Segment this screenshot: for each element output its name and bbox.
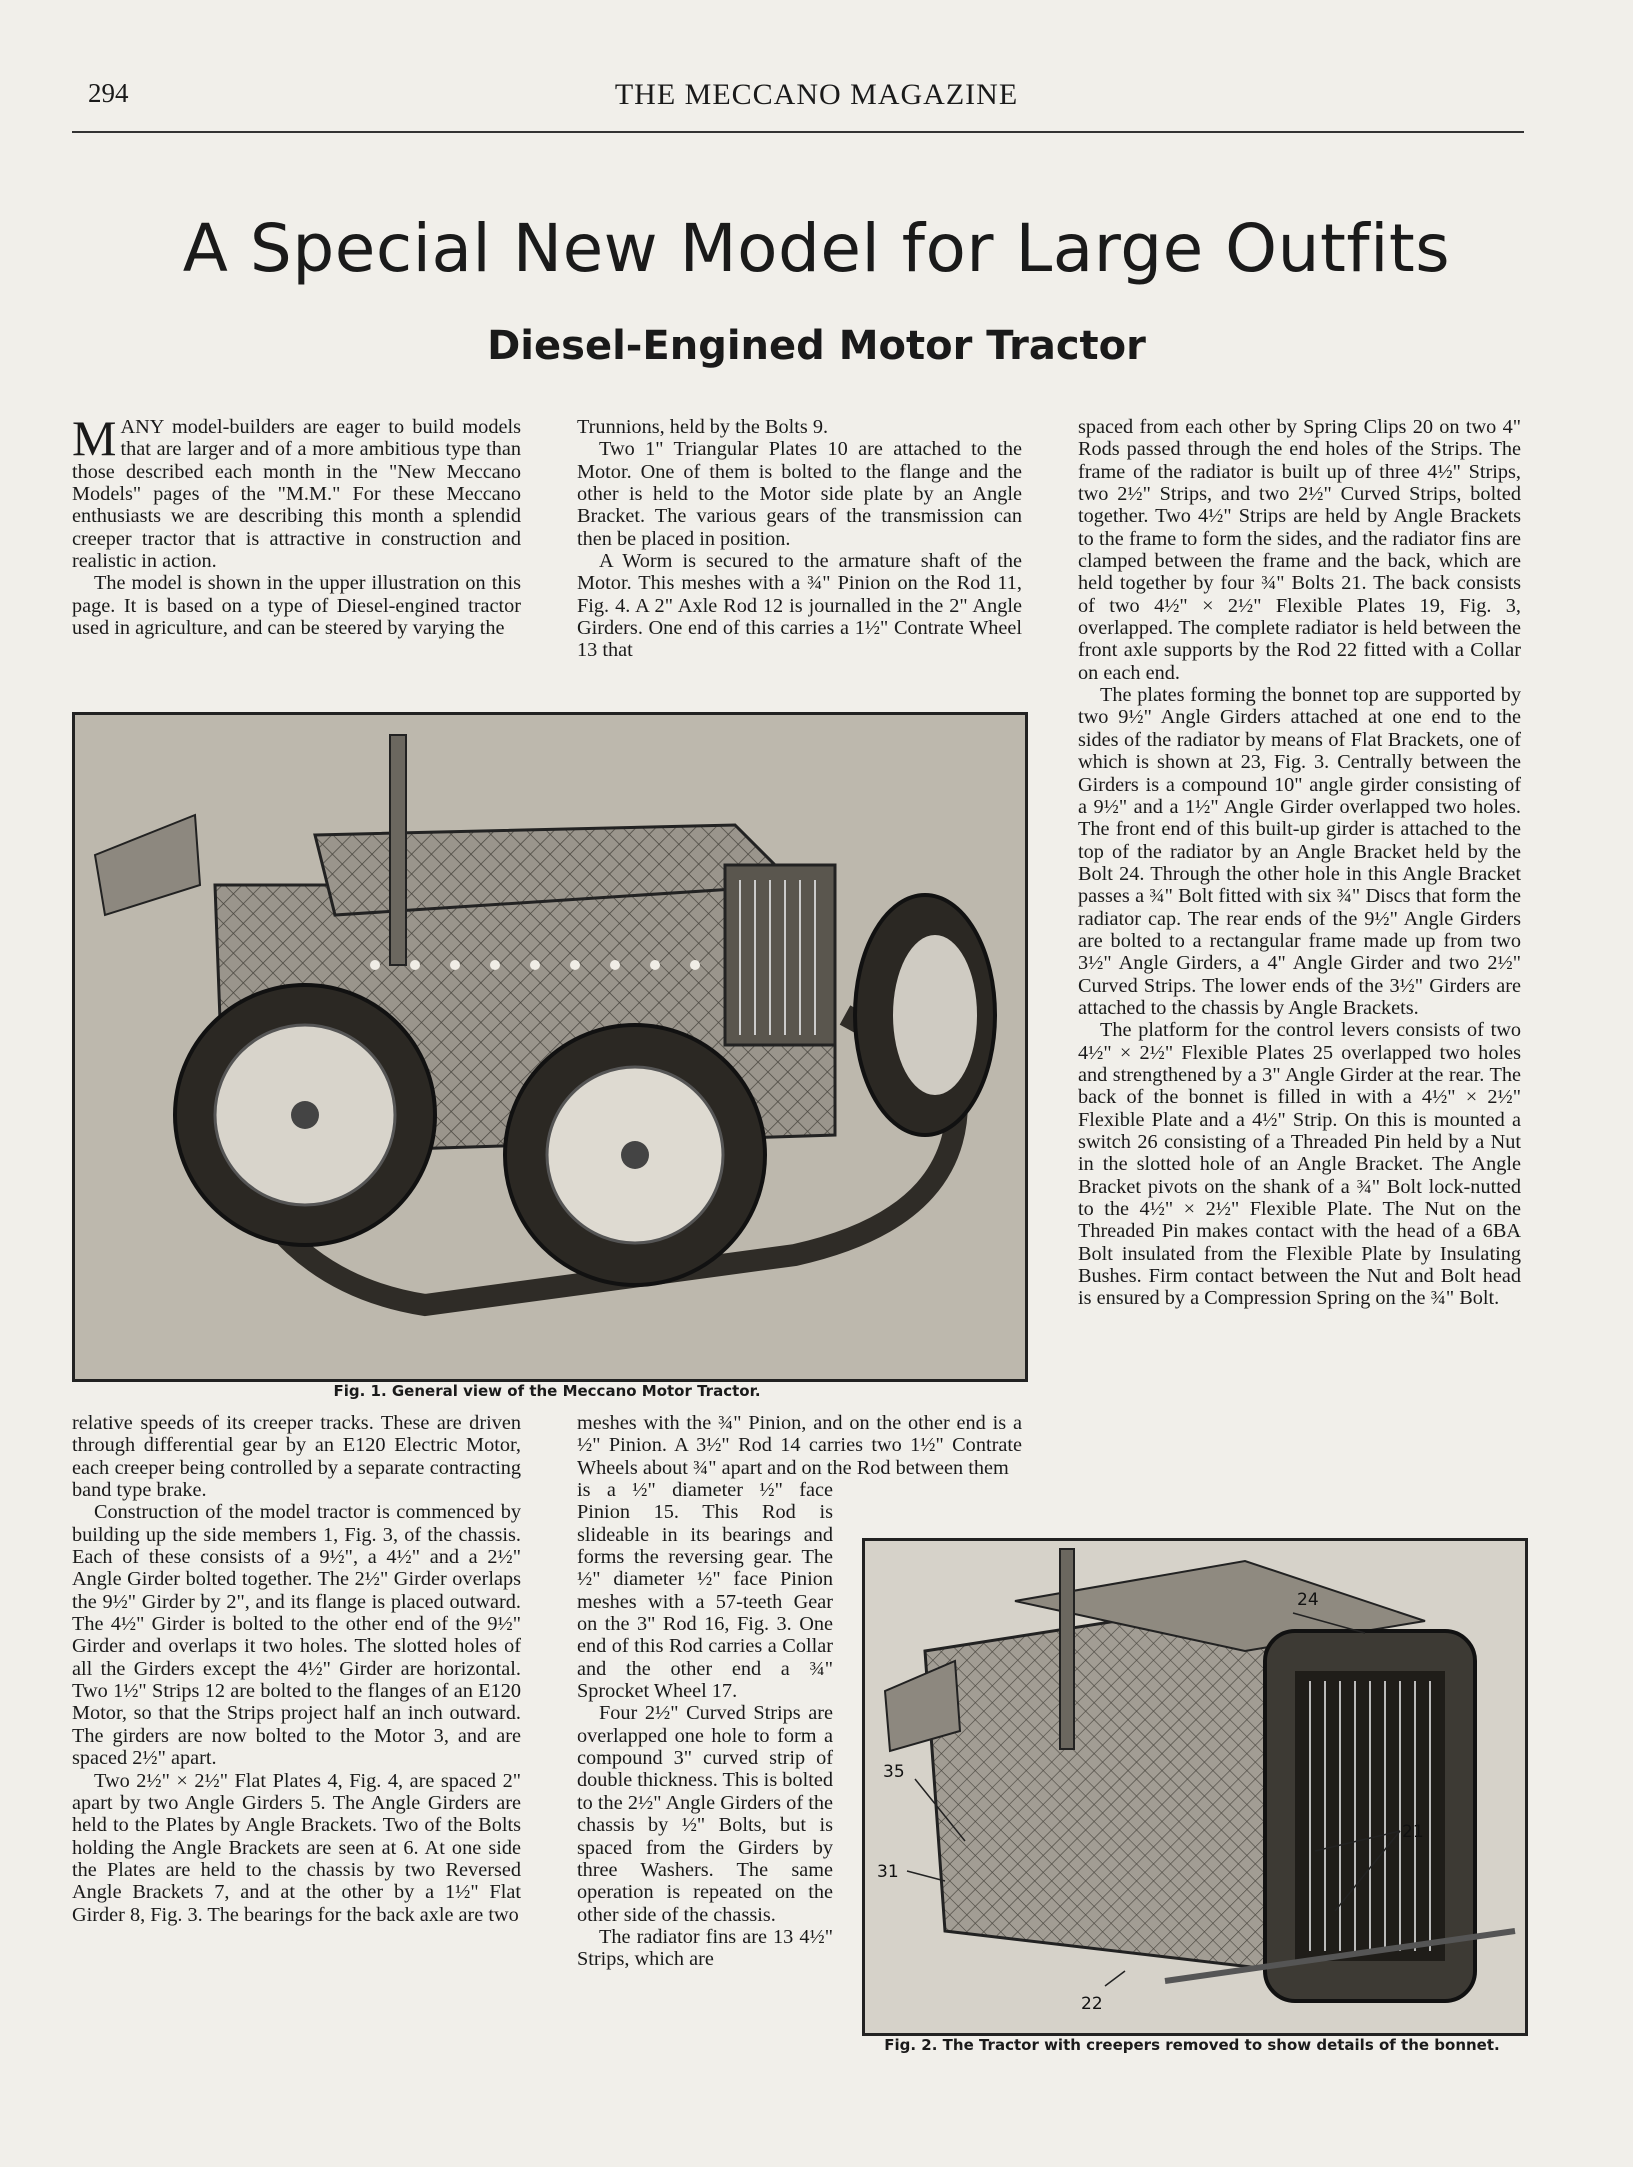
figure-2-bonnet-photo — [862, 1538, 1528, 2036]
paragraph: The model is shown in the upper illustration on this page. It is based on a type of Diesel-engined tractor used in agriculture, and can be steered by varying the — [72, 572, 521, 640]
header-rule — [72, 131, 1524, 133]
figure-1-caption: Fig. 1. General view of the Meccano Motor Tractor. — [333, 1382, 761, 1400]
paragraph: spaced from each other by Spring Clips 20 on two 4" Rods passed through the end holes of the Strips. The frame of the radiator is built up of three 4½" Strips, two 2½" Strips, and two 2½" Curved Strips, bolted together. Two 4½" Strips are held by Angle Brackets to the frame to form the sides, and the radiator fins are clamped between the frame and the back, which are held together by four ¾" Bolts 21. The back consists of two 4½" × 2½" Flexible Plates 19, Fig. 3, overlapped. The complete radiator is held between the front axle supports by the Rod 22 fitted with a Collar on each end. — [1078, 416, 1521, 684]
column-3 — [1078, 416, 1521, 1310]
column-2-bottom-wide — [577, 1412, 1022, 1479]
article-subtitle: Diesel-Engined Motor Tractor — [487, 323, 1146, 369]
figure-2-caption: Fig. 2. The Tractor with creepers removed to show details of the bonnet. — [884, 2036, 1500, 2054]
page-number: 294 — [88, 78, 129, 108]
article-title: A Special New Model for Large Outfits — [182, 210, 1451, 287]
callout-label: 21 — [1402, 1822, 1424, 1842]
column-2-top — [577, 416, 1022, 662]
paragraph: Two 2½" × 2½" Flat Plates 4, Fig. 4, are spaced 2" apart by two Angle Girders 5. The Angle Girders are held to the Plates by Angle Brackets. Two of the Bolts holding the Angle Brackets are seen at 6. At one side the Plates are held to the chassis by two Reversed Angle Brackets 7, and at the other by a 1½" Flat Girder 8, Fig. 3. The bearings for the back axle are two — [72, 1769, 521, 1926]
paragraph: Construction of the model tractor is commenced by building up the side members 1, Fig. 3, of the chassis. Each of these consists of a 9½", a 4½" and a 2½" Angle Girder bolted together. The 2½" Girder overlaps the 9½" Girder by 2", and its flange is placed outward. The 4½" Girder is bolted to the other end of the 9½" Girder and overlaps it two holes. The slotted holes of all the Girders except the 4½" Girder are horizontal. Two 1½" Strips 12 are bolted to the flanges of an E120 Motor, so that the Strips project half an inch outward. The girders are now bolted to the Motor 3, and are spaced 2½" apart. — [72, 1501, 521, 1770]
callout-label: 31 — [877, 1862, 899, 1882]
paragraph: A Worm is secured to the armature shaft of the Motor. This meshes with a ¾" Pinion on the Rod 11, Fig. 4. A 2" Axle Rod 12 is journalled in the 2" Angle Girders. One end of this carries a 1½" Contrate Wheel 13 that — [577, 550, 1022, 662]
column-2-bottom-narrow — [577, 1479, 833, 1971]
tractor-illustration — [75, 715, 1025, 1379]
paragraph: The plates forming the bonnet top are supported by two 9½" Angle Girders attached at one end to the sides of the radiator by means of Flat Brackets, one of which is shown at 23, Fig. 3. Centrally between the Girders is a compound 10" angle girder consisting of a 9½" and a 1½" Angle Girder overlapped two holes. The front end of this built-up girder is attached to the top of the radiator by an Angle Bracket held by the Bolt 24. Through the other hole in this Angle Bracket passes a ¾" Bolt fitted with six ¾" Discs that form the radiator cap. The rear ends of the 9½" Angle Girders are bolted to a rectangular frame made up from two 3½" Angle Girders, a 4" Angle Girder and two 2½" Curved Strips. The lower ends of the 3½" Girders are attached to the chassis by Angle Brackets. — [1078, 684, 1521, 1019]
paragraph: is a ½" diameter ½" face Pinion 15. This Rod is slideable in its bearings and forms the reversing gear. The ½" diameter ½" face Pinion meshes with a 57-teeth Gear on the 3" Rod 16, Fig. 3. One end of this Rod carries a Collar and the other end a ¾" Sprocket Wheel 17. — [577, 1479, 833, 1703]
paragraph: Trunnions, held by the Bolts 9. — [577, 416, 829, 438]
paragraph: The radiator fins are 13 4½" Strips, which are — [577, 1925, 833, 1971]
paragraph: Two 1" Triangular Plates 10 are attached to the Motor. One of them is bolted to the flange and the other is held to the Motor side plate by an Angle Bracket. The various gears of the transmission can then be placed in position. — [577, 438, 1022, 550]
paragraph: relative speeds of its creeper tracks. These are driven through differential gear by an E120 Electric Motor, each creeper being controlled by a separate contracting band type brake. — [72, 1412, 521, 1502]
paragraph: MANY model-builders are eager to build models that are larger and of a more ambitious type than those described each month in the "New Meccano Models" pages of the "M.M." For these Meccano enthusiasts we are describing this month a splendid creeper tractor that is attractive in construction and realistic in action. — [72, 410, 521, 573]
callout-label: 24 — [1297, 1590, 1319, 1610]
running-head: THE MECCANO MAGAZINE — [614, 78, 1019, 111]
callout-label: 22 — [1081, 1994, 1103, 2014]
paragraph: meshes with the ¾" Pinion, and on the other end is a ½" Pinion. A 3½" Rod 14 carries two 1½" Contrate Wheels about ¾" apart and on the Rod between them — [577, 1412, 1022, 1479]
bonnet-illustration — [865, 1541, 1525, 2033]
column-1-bottom — [72, 1412, 521, 1926]
column-1-top — [72, 410, 521, 640]
paragraph: Four 2½" Curved Strips are overlapped one hole to form a compound 3" curved strip of double thickness. This is bolted to the 2½" Angle Girders of the chassis by ½" Bolts, but is spaced from the Girders by three Washers. The same operation is repeated on the other side of the chassis. — [577, 1702, 833, 1926]
figure-1-tractor-photo — [72, 712, 1028, 1382]
paragraph: The platform for the control levers consists of two 4½" × 2½" Flexible Plates 25 overlapped two holes and strengthened by a 3" Angle Girder at the rear. The back of the bonnet is filled in with a 4½" × 2½" Flexible Plate and a 4½" Strip. On this is mounted a switch 26 consisting of a Threaded Pin held by a Nut in the slotted hole of an Angle Bracket. The Angle Bracket pivots on the shank of a ¾" Bolt lock-nutted to the 4½" × 2½" Flexible Plate. The Nut on the Threaded Pin makes contact with the head of a 6BA Bolt insulated from the Flexible Plate by Insulating Bushes. Firm contact between the Nut and Bolt head is ensured by a Compression Spring on the ¾" Bolt. — [1078, 1019, 1521, 1310]
callout-label: 35 — [883, 1762, 905, 1782]
drop-cap: M — [72, 410, 117, 466]
